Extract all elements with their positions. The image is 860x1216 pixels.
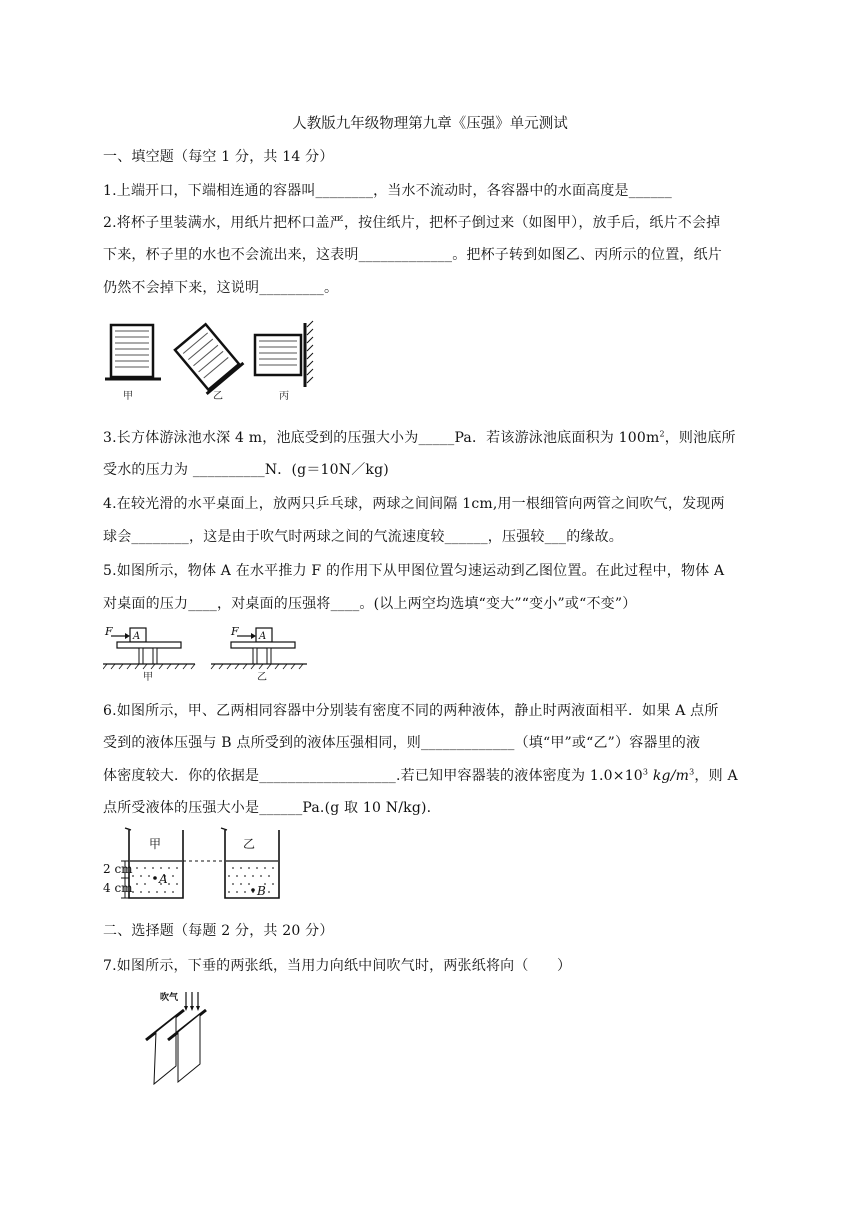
block-label-a: A [133,631,141,642]
force-label-f: F [105,625,113,638]
question-4-line-2: 球会________，这是由于吹气时两球之间的气流速度较______，压强较___的缘故。 [103,529,623,545]
beaker-label-yi: 乙 [243,837,256,851]
question-7-line-1: 7.如图所示，下垂的两张纸，当用力向纸中间吹气时，两张纸将向（ ） [103,958,572,974]
beaker-jia [125,828,183,898]
section-1-heading: 一、填空题（每空 1 分，共 14 分） [103,149,334,165]
table-yi [211,625,307,682]
point-label-a: A [159,872,168,886]
table-label-yi: 乙 [257,672,267,682]
depth-label-4cm: 4 cm [103,881,133,895]
question-3-line-2: 受水的压力为 __________N．(g＝10N／kg) [103,462,389,478]
question-3-text-a: 3.长方体游泳池水深 4 m，池底受到的压强大小为_____Pa．若该游泳池底面积为 100m [103,430,660,446]
cup-label-bing: 丙 [279,391,289,402]
question-2-line-3: 仍然不会掉下来，这说明_________。 [103,280,339,296]
cup-label-jia: 甲 [123,391,133,402]
block-label-a-2: A [259,631,267,642]
beaker-label-jia: 甲 [149,837,162,851]
question-3-sup: 2 [659,429,665,439]
question-3-line-1 [103,427,736,447]
table-figure [103,622,313,682]
question-6-line-3 [103,765,738,785]
cup-bing [255,321,313,387]
question-6-line-2: 受到的液体压强与 B 点所受到的液体压强相同，则_____________（填“甲”或“乙”）容器里的液 [103,735,701,751]
question-6-text-c: ，则 A [694,768,738,784]
force-label-f-2: F [231,625,239,638]
question-1: 1.上端开口，下端相连通的容器叫________，当水不流动时，各容器中的水面高度是______ [103,183,672,199]
question-2-line-2: 下来，杯子里的水也不会流出来，这表明_____________。把杯子转到如图乙、丙所示的位置，纸片 [103,247,722,263]
blow-arrows [186,992,198,1008]
table-jia [103,625,195,682]
beaker-figure [103,824,283,906]
page-title: 人教版九年级物理第九章《压强》单元测试 [292,116,568,132]
question-6-sup-2: 3 [689,767,695,777]
cup-jia [105,325,161,379]
question-6-text-a: 体密度较大．你的依据是___________________.若已知甲容器装的液体密度为 1.0×10 [103,768,643,784]
question-6-line-1: 6.如图所示，甲、乙两相同容器中分别装有密度不同的两种液体，静止时两液面相平．如果 A 点所 [103,703,719,719]
question-6-sup-1: 3 [642,767,649,777]
depth-label-2cm: 2 cm [103,862,133,876]
question-4-line-1: 4.在较光滑的水平桌面上，放两只乒乓球，两球之间间隔 1cm,用一根细管向两管之间吹气，发现两 [103,496,725,512]
question-5-line-2: 对桌面的压力____，对桌面的压强将____。(以上两空均选填“变大”“变小”或“不变”） [103,596,637,612]
section-2-heading: 二、选择题（每题 2 分，共 20 分） [103,923,334,939]
cup-label-yi: 乙 [213,391,223,402]
beaker-yi [221,828,279,898]
question-6-line-4: 点所受液体的压强大小是______Pa.(g 取 10 N/kg). [103,800,432,816]
table-label-jia: 甲 [143,672,153,682]
question-6-text-b: kg/m [648,768,690,784]
question-5-line-1: 5.如图所示，物体 A 在水平推力 F 的作用下从甲图位置匀速运动到乙图位置。在此过程中，物体 A [103,563,725,579]
blow-label: 吹气 [160,993,179,1003]
cup-figure [103,317,323,402]
point-label-b: B [257,884,266,898]
cup-yi [172,322,243,394]
question-2-line-1: 2.将杯子里装满水，用纸片把杯口盖严，按住纸片，把杯子倒过来（如图甲），放手后，纸片不会掉 [103,215,721,231]
question-3-text-b: ，则池底所 [664,430,736,446]
paper-figure [140,988,220,1088]
